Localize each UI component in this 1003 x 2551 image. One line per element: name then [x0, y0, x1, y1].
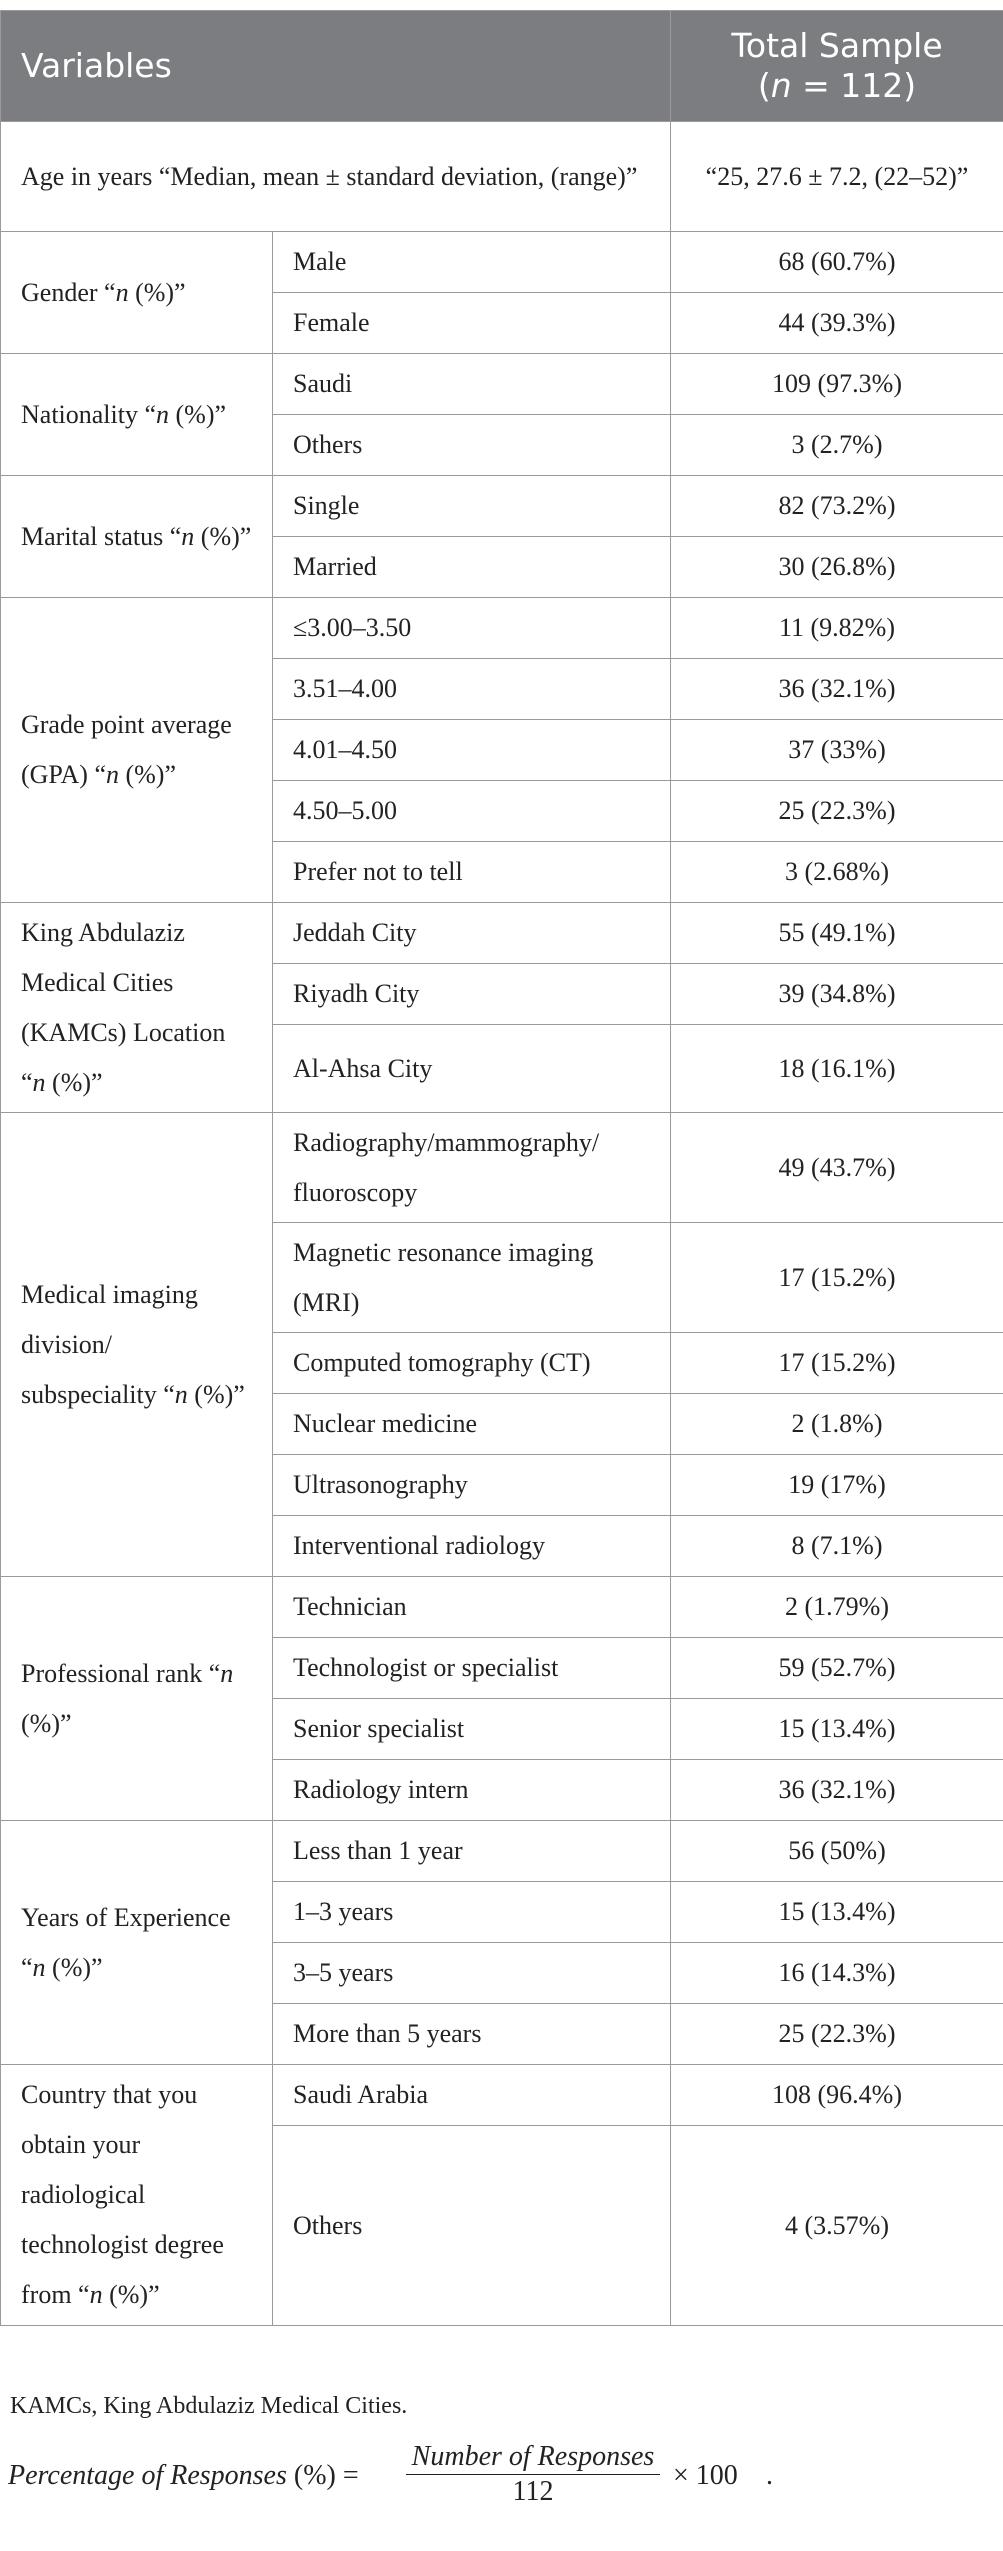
kamc-category: Riyadh City — [273, 964, 671, 1025]
kamc-value: 18 (16.1%) — [671, 1025, 1003, 1113]
table-row — [1, 1113, 1003, 1223]
rank-category: Radiology intern — [273, 1760, 671, 1821]
gpa-category: 4.01–4.50 — [273, 720, 671, 781]
imaging-category: Interventional radiology — [273, 1516, 671, 1577]
imaging-value: 2 (1.8%) — [671, 1394, 1003, 1455]
gender-label: Gender “n (%)” — [1, 232, 273, 354]
rank-value: 15 (13.4%) — [671, 1699, 1003, 1760]
gender-value: 68 (60.7%) — [671, 232, 1003, 293]
percentage-formula — [8, 2440, 998, 2510]
gpa-category: ≤3.00–3.50 — [273, 598, 671, 659]
n-symbol: n — [220, 1658, 234, 1688]
imaging-value: 49 (43.7%) — [671, 1113, 1003, 1223]
formula-denominator: 112 — [512, 2476, 554, 2507]
n-symbol: n — [174, 1379, 188, 1409]
gpa-category: 4.50–5.00 — [273, 781, 671, 842]
gpa-value: 36 (32.1%) — [671, 659, 1003, 720]
marital-value: 30 (26.8%) — [671, 537, 1003, 598]
gender-value: 44 (39.3%) — [671, 293, 1003, 354]
table-row — [1, 598, 1003, 659]
table-header-row — [1, 11, 1003, 122]
table-row — [1, 122, 1003, 232]
country-category: Others — [273, 2126, 671, 2326]
gpa-value: 25 (22.3%) — [671, 781, 1003, 842]
experience-category: 1–3 years — [273, 1882, 671, 1943]
n-symbol: n — [32, 1952, 46, 1982]
nationality-category: Saudi — [273, 354, 671, 415]
imaging-category: Computed tomography (CT) — [273, 1333, 671, 1394]
header-n-value: = 112) — [802, 66, 917, 105]
kamc-category: Al-Ahsa City — [273, 1025, 671, 1113]
nationality-category: Others — [273, 415, 671, 476]
table-row — [1, 354, 1003, 415]
imaging-label: Medical imaging division/ subspeciality “n (%)” — [1, 1113, 273, 1577]
table-row — [1, 476, 1003, 537]
age-label: Age in years “Median, mean ± standard deviation, (range)” — [1, 122, 671, 232]
header-total-sample: Total Sample (n = 112) — [671, 11, 1003, 122]
gpa-label: Grade point average (GPA) “n (%)” — [1, 598, 273, 903]
imaging-category: Magnetic resonance imaging (MRI) — [273, 1223, 671, 1333]
experience-category: 3–5 years — [273, 1943, 671, 2004]
header-variables: Variables — [1, 11, 671, 122]
n-symbol: n — [32, 1067, 46, 1097]
demographics-table — [0, 10, 1003, 2326]
formula-period: . — [766, 2460, 773, 2491]
n-symbol: n — [181, 521, 195, 551]
country-category: Saudi Arabia — [273, 2065, 671, 2126]
imaging-value: 17 (15.2%) — [671, 1223, 1003, 1333]
gender-category: Male — [273, 232, 671, 293]
imaging-value: 8 (7.1%) — [671, 1516, 1003, 1577]
rank-value: 2 (1.79%) — [671, 1577, 1003, 1638]
imaging-category: Radiography/mammography/ fluoroscopy — [273, 1113, 671, 1223]
table-footnote: KAMCs, King Abdulaziz Medical Cities. — [10, 2393, 408, 2419]
header-n-symbol: n — [770, 66, 792, 105]
experience-value: 25 (22.3%) — [671, 2004, 1003, 2065]
gender-category: Female — [273, 293, 671, 354]
rank-label: Professional rank “n (%)” — [1, 1577, 273, 1821]
table-row — [1, 1821, 1003, 1882]
imaging-value: 19 (17%) — [671, 1455, 1003, 1516]
imaging-value: 17 (15.2%) — [671, 1333, 1003, 1394]
formula-multiplier: × 100 — [673, 2460, 738, 2491]
kamc-value: 39 (34.8%) — [671, 964, 1003, 1025]
n-symbol: n — [115, 277, 129, 307]
gpa-value: 3 (2.68%) — [671, 842, 1003, 903]
gpa-value: 11 (9.82%) — [671, 598, 1003, 659]
n-symbol: n — [156, 399, 170, 429]
gpa-value: 37 (33%) — [671, 720, 1003, 781]
nationality-label: Nationality “n (%)” — [1, 354, 273, 476]
country-value: 4 (3.57%) — [671, 2126, 1003, 2326]
marital-label: Marital status “n (%)” — [1, 476, 273, 598]
table-row — [1, 2065, 1003, 2126]
formula-numerator: Number of Responses — [406, 2440, 661, 2475]
experience-category: Less than 1 year — [273, 1821, 671, 1882]
table-container — [0, 10, 1003, 2326]
experience-category: More than 5 years — [273, 2004, 671, 2065]
marital-category: Single — [273, 476, 671, 537]
nationality-value: 3 (2.7%) — [671, 415, 1003, 476]
experience-value: 56 (50%) — [671, 1821, 1003, 1882]
formula-lhs: Percentage of Responses (%) = — [8, 2460, 359, 2491]
marital-value: 82 (73.2%) — [671, 476, 1003, 537]
formula-fraction — [393, 2440, 673, 2509]
table-row — [1, 232, 1003, 293]
kamc-value: 55 (49.1%) — [671, 903, 1003, 964]
experience-value: 16 (14.3%) — [671, 1943, 1003, 2004]
imaging-category: Nuclear medicine — [273, 1394, 671, 1455]
rank-category: Senior specialist — [273, 1699, 671, 1760]
header-total-sample-label: Total Sample — [731, 26, 943, 65]
imaging-category: Ultrasonography — [273, 1455, 671, 1516]
rank-category: Technician — [273, 1577, 671, 1638]
rank-value: 59 (52.7%) — [671, 1638, 1003, 1699]
n-symbol: n — [105, 760, 119, 789]
n-symbol: n — [89, 2280, 103, 2309]
table-row — [1, 1577, 1003, 1638]
kamc-label: King Abdulaziz Medical Cities (KAMCs) Location “n (%)” — [1, 903, 273, 1113]
table-row — [1, 903, 1003, 964]
rank-category: Technologist or specialist — [273, 1638, 671, 1699]
kamc-category: Jeddah City — [273, 903, 671, 964]
age-value: “25, 27.6 ± 7.2, (22–52)” — [671, 122, 1003, 232]
experience-value: 15 (13.4%) — [671, 1882, 1003, 1943]
gpa-category: 3.51–4.00 — [273, 659, 671, 720]
country-label: Country that you obtain your radiological technologist degree from “n (%)” — [1, 2065, 273, 2326]
nationality-value: 109 (97.3%) — [671, 354, 1003, 415]
marital-category: Married — [273, 537, 671, 598]
experience-label: Years of Experience “n (%)” — [1, 1821, 273, 2065]
country-value: 108 (96.4%) — [671, 2065, 1003, 2126]
gpa-category: Prefer not to tell — [273, 842, 671, 903]
rank-value: 36 (32.1%) — [671, 1760, 1003, 1821]
